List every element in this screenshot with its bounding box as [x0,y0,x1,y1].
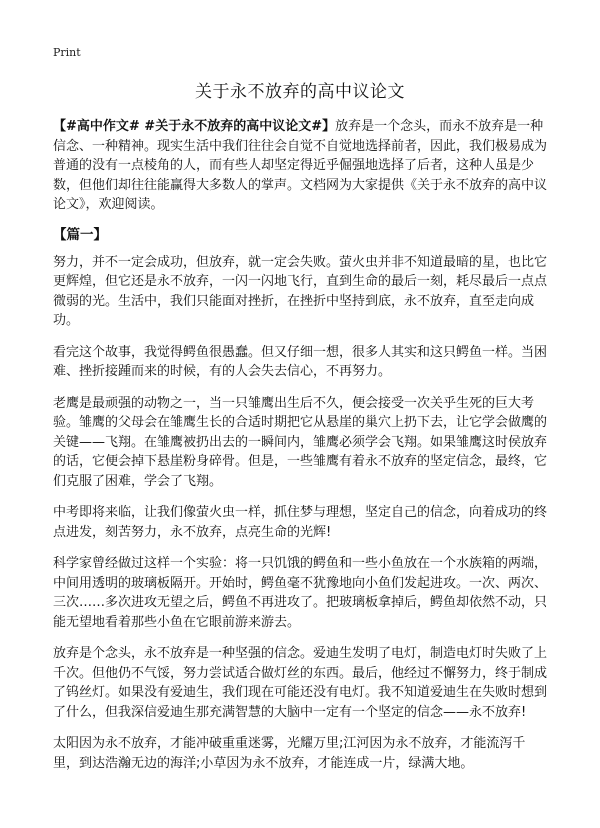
article-title: 关于永不放弃的高中议论文 [195,82,405,102]
paragraph-2: 看完这个故事，我觉得鳄鱼很愚蠢。但又仔细一想，很多人其实和这只鳄鱼一样。当困难、挫折接踵而来的时候，有的人会失去信心，不再努力。 [53,344,548,379]
paragraph-1: 努力，并不一定会成功，但放弃，就一定会失败。萤火虫并非不知道最暗的星，也比它更辉煌，但它还是永不放弃，一闪一闪地飞行，直到生命的最后一刻，耗尽最后一点点微弱的光。生活中，我们只能面对挫折，在挫折中坚持到底，永不放弃，直至走向成功。 [53,254,548,328]
paragraph-4: 中考即将来临，让我们像萤火虫一样，抓住梦与理想，坚定自己的信念，向着成功的终点进发，刻苦努力，永不放弃，点亮生命的光辉! [53,505,548,540]
paragraph-7: 太阳因为永不放弃，才能冲破重重迷雾，光耀万里;江河因为永不放弃，才能流泻千里，到达浩瀚无边的海洋;小草因为永不放弃，才能连成一片，绿满大地。 [53,736,526,771]
intro-paragraph [53,117,547,215]
paragraph-5: 科学家曾经做过这样一个实验：将一只饥饿的鳄鱼和一些小鱼放在一个水族箱的两端，中间用透明的玻璃板隔开。开始时，鳄鱼毫不犹豫地向小鱼们发起进攻。一次、两次、三次……多次进攻无望之后，鳄鱼不再进攻了。把玻璃板拿掉后，鳄鱼却依然不动，只能无望地看着那些小鱼在它眼前游来游去。 [53,556,548,630]
print-link[interactable]: Print [53,46,81,59]
paragraph-6: 放弃是个念头，永不放弃是一种坚强的信念。爱迪生发明了电灯，制造电灯时失败了上千次。但他仍不气馁，努力尝试适合做灯丝的东西。最后，他经过不懈努力，终于制成了钨丝灯。如果没有爱迪生，我们现在可能还没有电灯。我不知道爱迪生在失败时想到了什么，但我深信爱迪生那充满智慧的大脑中一定有一个坚定的信念——永不放弃! [53,646,548,720]
article-body [53,117,547,785]
section-heading: 【篇一】 [53,226,107,243]
intro-text: 放弃是一个念头，而永不放弃是一种信念、一种精神。现实生活中我们往往会自觉不自觉地选择前者，因此，我们极易成为普通的没有一点棱角的人，而有些人却坚定得近乎倔强地选择了后者，这种人虽是少数，但他们却往往能赢得大多数人的掌声。文档网为大家提供《关于永不放弃的高中议论文》，欢迎阅读。 [53,119,548,212]
paragraph-3: 老鹰是最顽强的动物之一，当一只雏鹰出生后不久，便会接受一次关乎生死的巨大考验。雏鹰的父母会在雏鹰生长的合适时期把它从悬崖的巢穴上扔下去，让它学会做鹰的关键——飞翔。在雏鹰被扔出去的一瞬间内，雏鹰必须学会飞翔。如果雏鹰这时侯放弃的话，它便会掉下悬崖粉身碎骨。但是，一些雏鹰有着永不放弃的坚定信念，最终，它们克服了困难，学会了飞翔。 [53,395,548,489]
intro-tag: 【#高中作文# #关于永不放弃的高中议论文#】 [53,119,336,134]
